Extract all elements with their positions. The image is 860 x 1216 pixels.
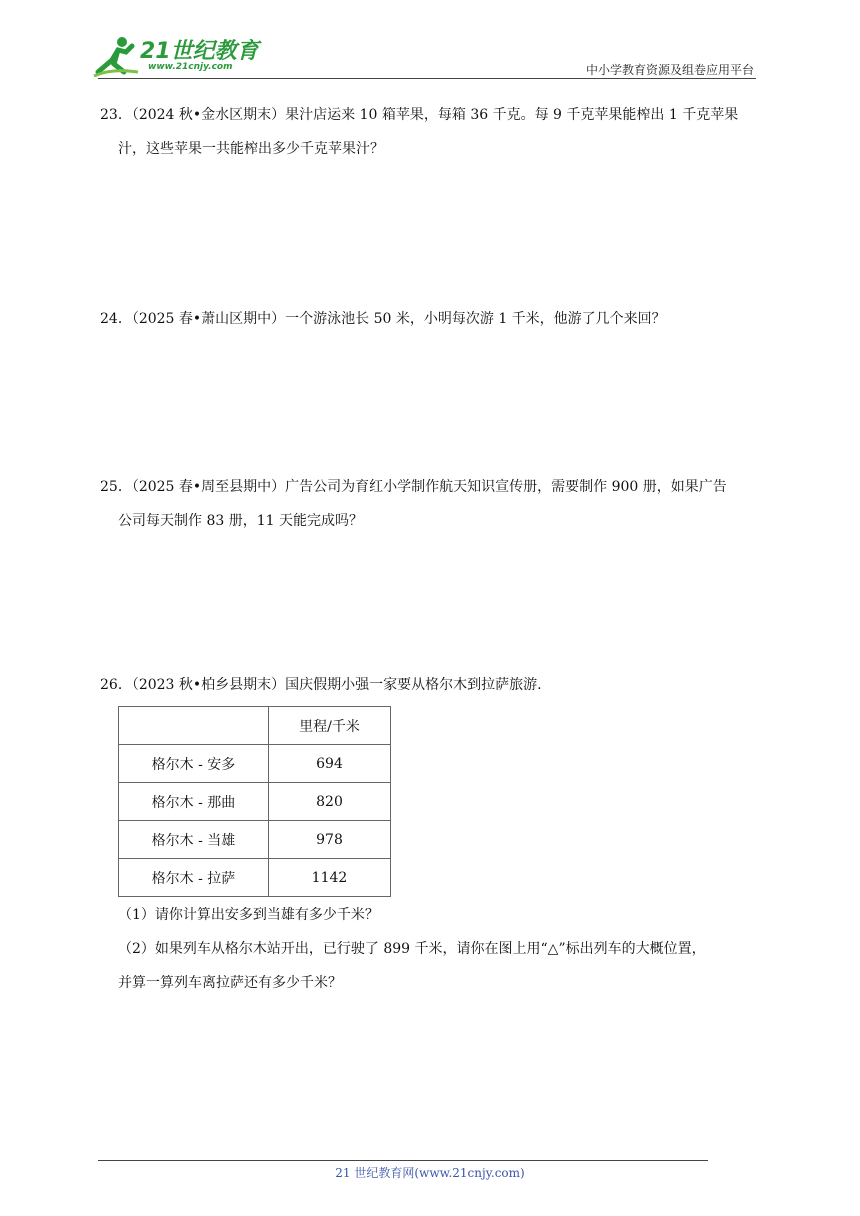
subquestion-2-line2: 并算一算列车离拉萨还有多少千米？	[118, 975, 342, 991]
question-26-line1: 26．（2023 秋•柏乡县期末）国庆假期小强一家要从格尔木到拉萨旅游.	[100, 677, 542, 693]
subquestion-1: （1）请你计算出安多到当雄有多少千米？	[118, 907, 379, 923]
question-23-line1: 23．（2024 秋•金水区期末）果汁店运来 10 箱苹果，每箱 36 千克。每 9 千克苹果能榨出 1 千克苹果	[100, 107, 739, 123]
question-26	[100, 668, 764, 702]
distance-cell: 694	[269, 745, 391, 783]
platform-name: 中小学教育资源及组卷应用平台	[585, 63, 754, 77]
site-logo[interactable]	[92, 34, 262, 78]
table-row	[119, 821, 391, 859]
page-header	[0, 0, 860, 80]
logo-url: www.21cnjy.com	[148, 62, 233, 72]
distance-cell: 1142	[269, 859, 391, 897]
table-row	[119, 745, 391, 783]
distance-cell: 978	[269, 821, 391, 859]
table-header-row	[119, 707, 391, 745]
footer-divider	[98, 1160, 708, 1161]
question-24	[100, 302, 764, 336]
subquestion-2	[118, 932, 768, 1000]
footer-link[interactable]: 21 世纪教育网(www.21cnjy.com)	[335, 1166, 525, 1180]
distance-cell: 820	[269, 783, 391, 821]
question-24-line1: 24．（2025 春•萧山区期中）一个游泳池长 50 米，小明每次游 1 千米，他游了几个来回？	[100, 311, 666, 327]
route-cell: 格尔木 - 那曲	[119, 783, 269, 821]
question-25-line2: 公司每天制作 83 册，11 天能完成吗？	[118, 513, 363, 529]
question-25	[100, 470, 764, 538]
runner-logo-icon	[92, 34, 140, 78]
question-23-line2: 汁，这些苹果一共能榨出多少千克苹果汁？	[118, 141, 384, 157]
table-header-cell: 里程/千米	[269, 707, 391, 745]
question-25-line1: 25．（2025 春•周至县期中）广告公司为育红小学制作航天知识宣传册，需要制作 900 册，如果广告	[100, 479, 727, 495]
table-row	[119, 859, 391, 897]
distance-table	[118, 706, 391, 897]
header-divider	[98, 78, 756, 79]
logo-text: 21世纪教育	[140, 39, 259, 64]
table-row	[119, 783, 391, 821]
route-cell: 格尔木 - 拉萨	[119, 859, 269, 897]
table-header-cell	[119, 707, 269, 745]
subquestion-2-line1: （2）如果列车从格尔木站开出，已行驶了 899 千米，请你在图上用“△”标出列车的大概位置，	[118, 941, 706, 957]
route-cell: 格尔木 - 安多	[119, 745, 269, 783]
question-23	[100, 98, 764, 166]
route-cell: 格尔木 - 当雄	[119, 821, 269, 859]
